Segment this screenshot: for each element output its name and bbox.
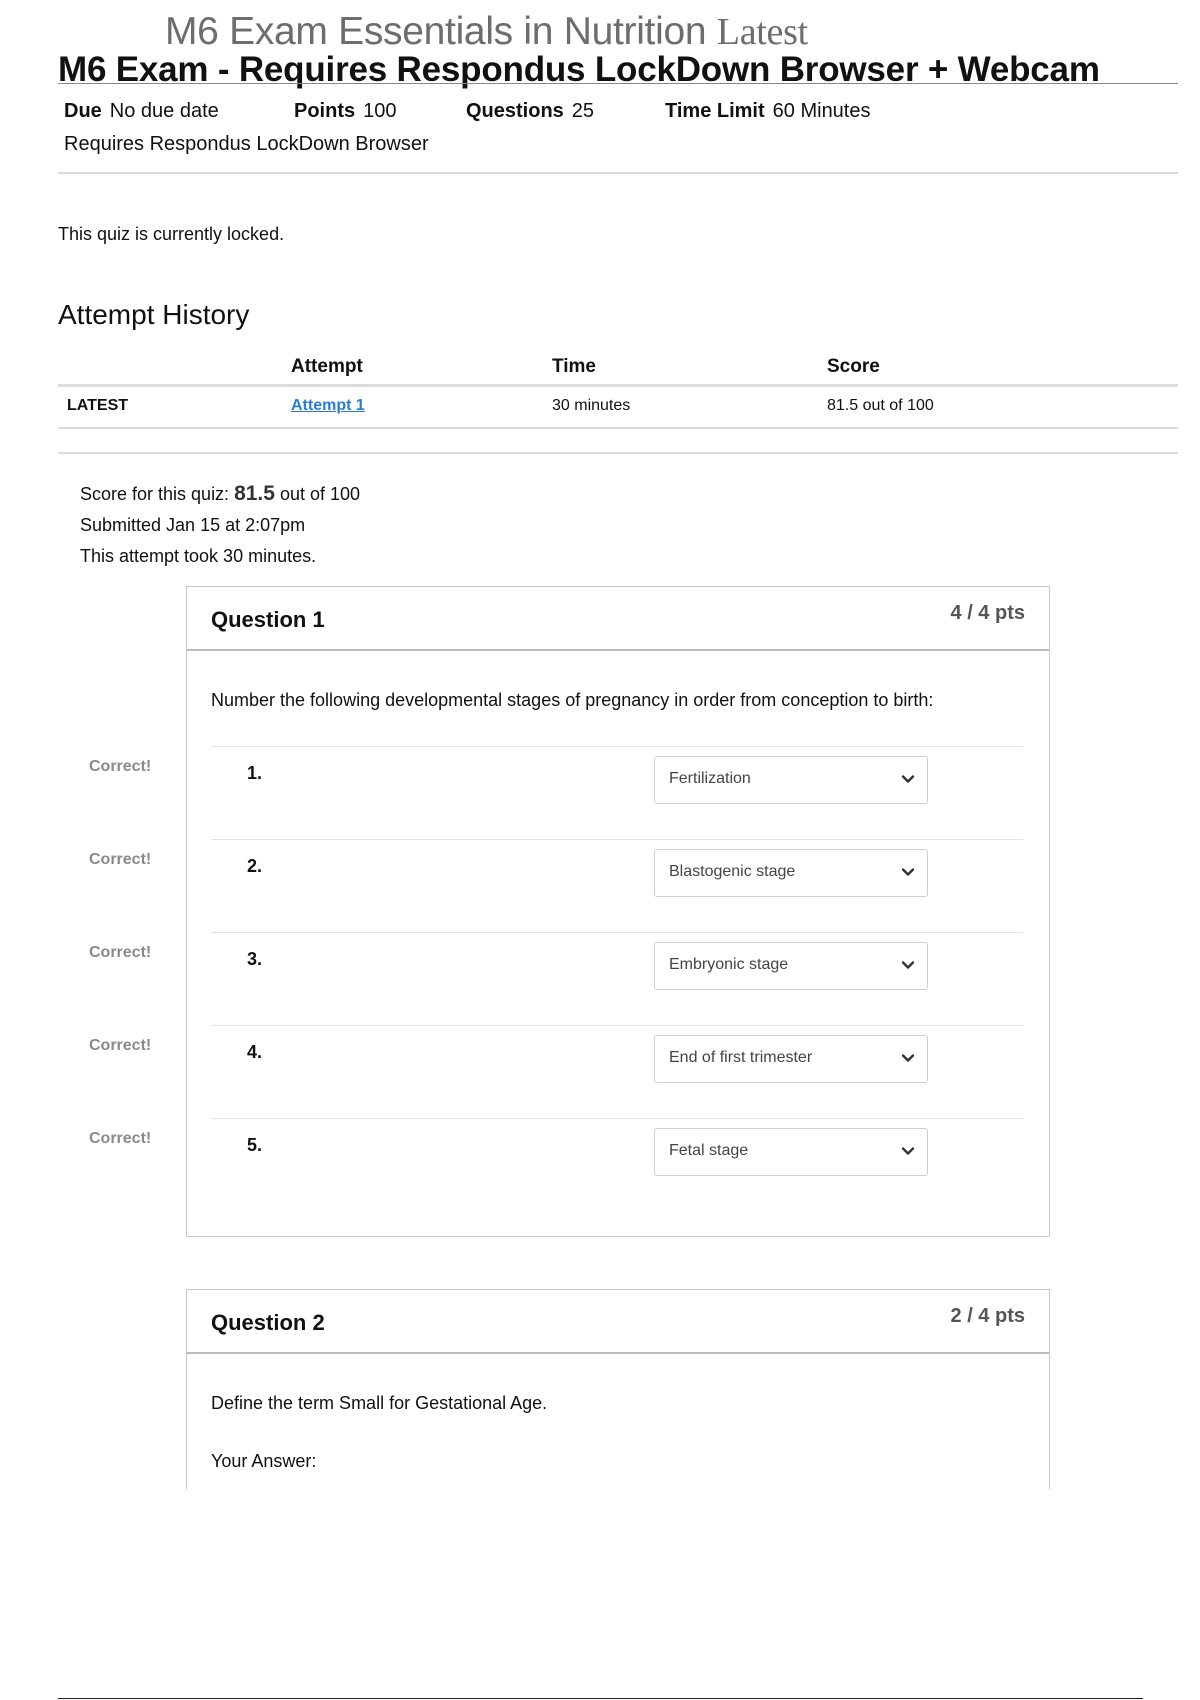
table-row xyxy=(291,397,365,415)
question-points: 2 / 4 pts xyxy=(950,1305,1025,1327)
answer-dropdown[interactable] xyxy=(654,1035,928,1083)
document-title-suffix: Latest xyxy=(716,11,808,53)
chevron-down-icon xyxy=(899,863,917,881)
answer-row xyxy=(211,746,1023,839)
column-header-attempt: Attempt xyxy=(291,356,363,377)
answer-selected-value: Fertilization xyxy=(669,770,751,787)
answer-row xyxy=(211,932,1023,1025)
divider xyxy=(58,172,1178,174)
points-value: 100 xyxy=(363,100,397,122)
divider xyxy=(58,83,1178,84)
answer-selected-value: Blastogenic stage xyxy=(669,863,796,880)
score-summary xyxy=(80,478,360,572)
questions-label: Questions xyxy=(466,100,564,122)
correct-label: Correct! xyxy=(89,758,152,775)
time-limit-label: Time Limit xyxy=(665,100,765,122)
points-label: Points xyxy=(294,100,356,122)
answer-selected-value: Embryonic stage xyxy=(669,956,789,973)
answer-row xyxy=(211,1025,1023,1118)
points-meta xyxy=(294,100,397,123)
quiz-score-line xyxy=(80,478,360,510)
column-header-time: Time xyxy=(552,356,597,377)
question-1-card xyxy=(186,586,1050,1237)
question-text: Define the term Small for Gestational Age. xyxy=(211,1393,548,1413)
score-suffix: out of 100 xyxy=(274,484,361,504)
divider xyxy=(58,427,1178,429)
chevron-down-icon xyxy=(899,1049,917,1067)
answer-selected-value: Fetal stage xyxy=(669,1142,749,1159)
chevron-down-icon xyxy=(899,1142,917,1160)
question-2-card xyxy=(186,1289,1050,1489)
questions-meta xyxy=(466,100,594,123)
attempt-score: 81.5 out of 100 xyxy=(827,397,934,414)
page-bottom-rule xyxy=(58,1698,1143,1699)
answer-number: 5. xyxy=(247,1135,263,1155)
time-limit-value: 60 Minutes xyxy=(772,100,871,122)
question-header xyxy=(187,587,1049,651)
due-value: No due date xyxy=(109,100,219,122)
attempt-time: 30 minutes xyxy=(552,397,631,414)
chevron-down-icon xyxy=(899,770,917,788)
column-header-score: Score xyxy=(827,356,880,377)
time-limit-meta xyxy=(665,100,871,123)
due-label: Due xyxy=(64,100,102,122)
divider xyxy=(58,452,1178,454)
answer-row xyxy=(211,1118,1023,1211)
answer-selected-value: End of first trimester xyxy=(669,1049,813,1066)
correct-label: Correct! xyxy=(89,944,152,961)
answer-number: 1. xyxy=(247,763,263,783)
score-value: 81.5 xyxy=(234,482,275,505)
correct-label: Correct! xyxy=(89,1037,152,1054)
correct-label: Correct! xyxy=(89,1130,152,1147)
answer-number: 2. xyxy=(247,856,263,876)
attempt-duration: This attempt took 30 minutes. xyxy=(80,546,317,566)
answer-number: 4. xyxy=(247,1042,263,1062)
due-meta xyxy=(64,100,219,123)
table-header-divider xyxy=(58,384,1178,387)
submitted-time: Submitted Jan 15 at 2:07pm xyxy=(80,515,306,535)
locked-message: This quiz is currently locked. xyxy=(58,224,285,244)
latest-tag: LATEST xyxy=(67,397,129,414)
question-title: Question 1 xyxy=(211,607,325,632)
answer-dropdown[interactable] xyxy=(654,849,928,897)
document-title xyxy=(165,10,808,54)
questions-value: 25 xyxy=(571,100,595,122)
document-title-main: M6 Exam Essentials in Nutrition xyxy=(165,10,707,53)
answer-row xyxy=(211,839,1023,932)
answer-dropdown[interactable] xyxy=(654,1128,928,1176)
attempt-link[interactable]: Attempt 1 xyxy=(291,397,365,414)
answer-dropdown[interactable] xyxy=(654,756,928,804)
correct-label: Correct! xyxy=(89,851,152,868)
answer-dropdown[interactable] xyxy=(654,942,928,990)
lockdown-note: Requires Respondus LockDown Browser xyxy=(64,133,429,155)
attempt-history-title: Attempt History xyxy=(58,299,250,330)
chevron-down-icon xyxy=(899,956,917,974)
question-header xyxy=(187,1290,1049,1354)
question-title: Question 2 xyxy=(211,1310,325,1335)
question-text: Number the following developmental stages of pregnancy in order from conception to birth: xyxy=(211,690,934,710)
answer-number: 3. xyxy=(247,949,263,969)
quiz-title: M6 Exam - Requires Respondus LockDown Browser + Webcam xyxy=(58,50,1100,89)
score-prefix: Score for this quiz: xyxy=(80,484,235,504)
question-points: 4 / 4 pts xyxy=(950,602,1025,624)
your-answer-label: Your Answer: xyxy=(211,1451,317,1471)
